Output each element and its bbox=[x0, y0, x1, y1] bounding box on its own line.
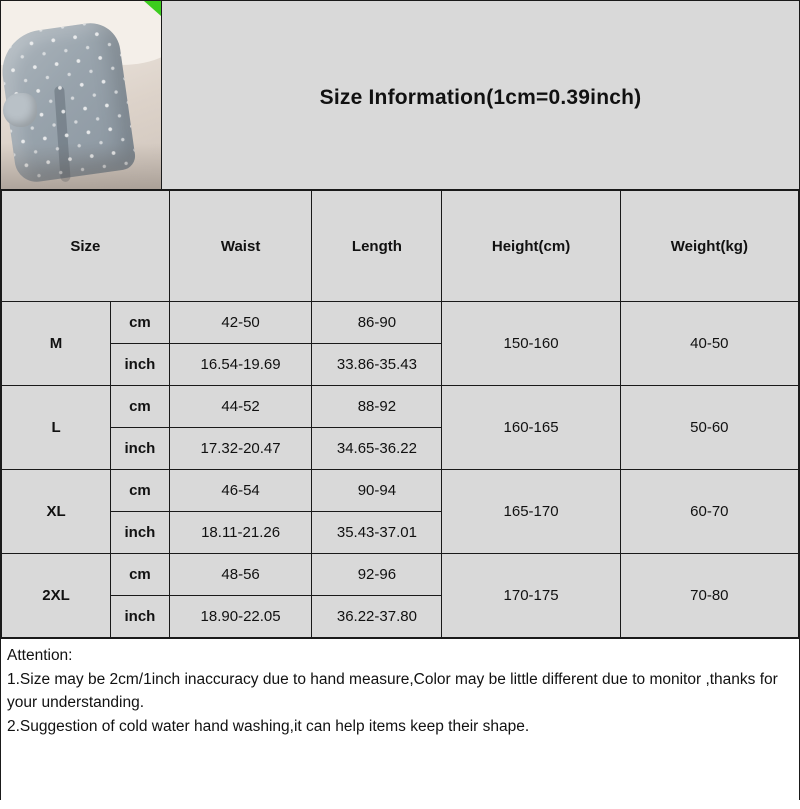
weight-2xl: 70-80 bbox=[620, 554, 798, 638]
attention-heading: Attention: bbox=[7, 647, 73, 664]
header-size: Size bbox=[2, 191, 170, 302]
size-label-xl: XL bbox=[2, 470, 111, 554]
size-table bbox=[1, 190, 799, 638]
length-inch-2xl: 36.22-37.80 bbox=[312, 596, 442, 638]
length-inch-m: 33.86-35.43 bbox=[312, 344, 442, 386]
product-photo bbox=[1, 1, 162, 189]
waist-cm-2xl: 48-56 bbox=[169, 554, 312, 596]
length-inch-xl: 35.43-37.01 bbox=[312, 512, 442, 554]
header-waist: Waist bbox=[169, 191, 312, 302]
weight-m: 40-50 bbox=[620, 302, 798, 386]
table-row bbox=[2, 554, 799, 596]
top-band bbox=[1, 1, 799, 190]
height-l: 160-165 bbox=[442, 386, 620, 470]
unit-inch-m: inch bbox=[111, 344, 170, 386]
waist-inch-2xl: 18.90-22.05 bbox=[169, 596, 312, 638]
title-cell bbox=[162, 1, 799, 189]
unit-cm-xl: cm bbox=[111, 470, 170, 512]
length-cm-xl: 90-94 bbox=[312, 470, 442, 512]
waist-cm-l: 44-52 bbox=[169, 386, 312, 428]
waist-inch-l: 17.32-20.47 bbox=[169, 428, 312, 470]
waist-cm-m: 42-50 bbox=[169, 302, 312, 344]
photo-shadow bbox=[1, 143, 161, 189]
unit-cm-l: cm bbox=[111, 386, 170, 428]
header-weight: Weight(kg) bbox=[620, 191, 798, 302]
header-length: Length bbox=[312, 191, 442, 302]
waist-inch-m: 16.54-19.69 bbox=[169, 344, 312, 386]
size-label-l: L bbox=[2, 386, 111, 470]
length-cm-l: 88-92 bbox=[312, 386, 442, 428]
height-m: 150-160 bbox=[442, 302, 620, 386]
size-label-2xl: 2XL bbox=[2, 554, 111, 638]
table-row bbox=[2, 302, 799, 344]
unit-inch-l: inch bbox=[111, 428, 170, 470]
attention-block bbox=[1, 638, 799, 809]
unit-cm-2xl: cm bbox=[111, 554, 170, 596]
unit-inch-2xl: inch bbox=[111, 596, 170, 638]
length-cm-2xl: 92-96 bbox=[312, 554, 442, 596]
waist-inch-xl: 18.11-21.26 bbox=[169, 512, 312, 554]
table-row bbox=[2, 470, 799, 512]
header-height: Height(cm) bbox=[442, 191, 620, 302]
waist-cm-xl: 46-54 bbox=[169, 470, 312, 512]
height-xl: 165-170 bbox=[442, 470, 620, 554]
table-header-row bbox=[2, 191, 799, 302]
height-2xl: 170-175 bbox=[442, 554, 620, 638]
length-inch-l: 34.65-36.22 bbox=[312, 428, 442, 470]
table-row bbox=[2, 386, 799, 428]
page-title: Size Information(1cm=0.39inch) bbox=[319, 86, 642, 109]
attention-line-2: 2.Suggestion of cold water hand washing,it can help items keep their shape. bbox=[7, 717, 530, 735]
photo-foot bbox=[3, 93, 37, 127]
weight-l: 50-60 bbox=[620, 386, 798, 470]
unit-inch-xl: inch bbox=[111, 512, 170, 554]
weight-xl: 60-70 bbox=[620, 470, 798, 554]
size-label-m: M bbox=[2, 302, 111, 386]
length-cm-m: 86-90 bbox=[312, 302, 442, 344]
attention-line-1: 1.Size may be 2cm/1inch inaccuracy due to hand measure,Color may be little different due to monitor ,thanks for your understanding. bbox=[7, 670, 778, 712]
green-corner-flag-icon bbox=[144, 1, 161, 16]
unit-cm-m: cm bbox=[111, 302, 170, 344]
